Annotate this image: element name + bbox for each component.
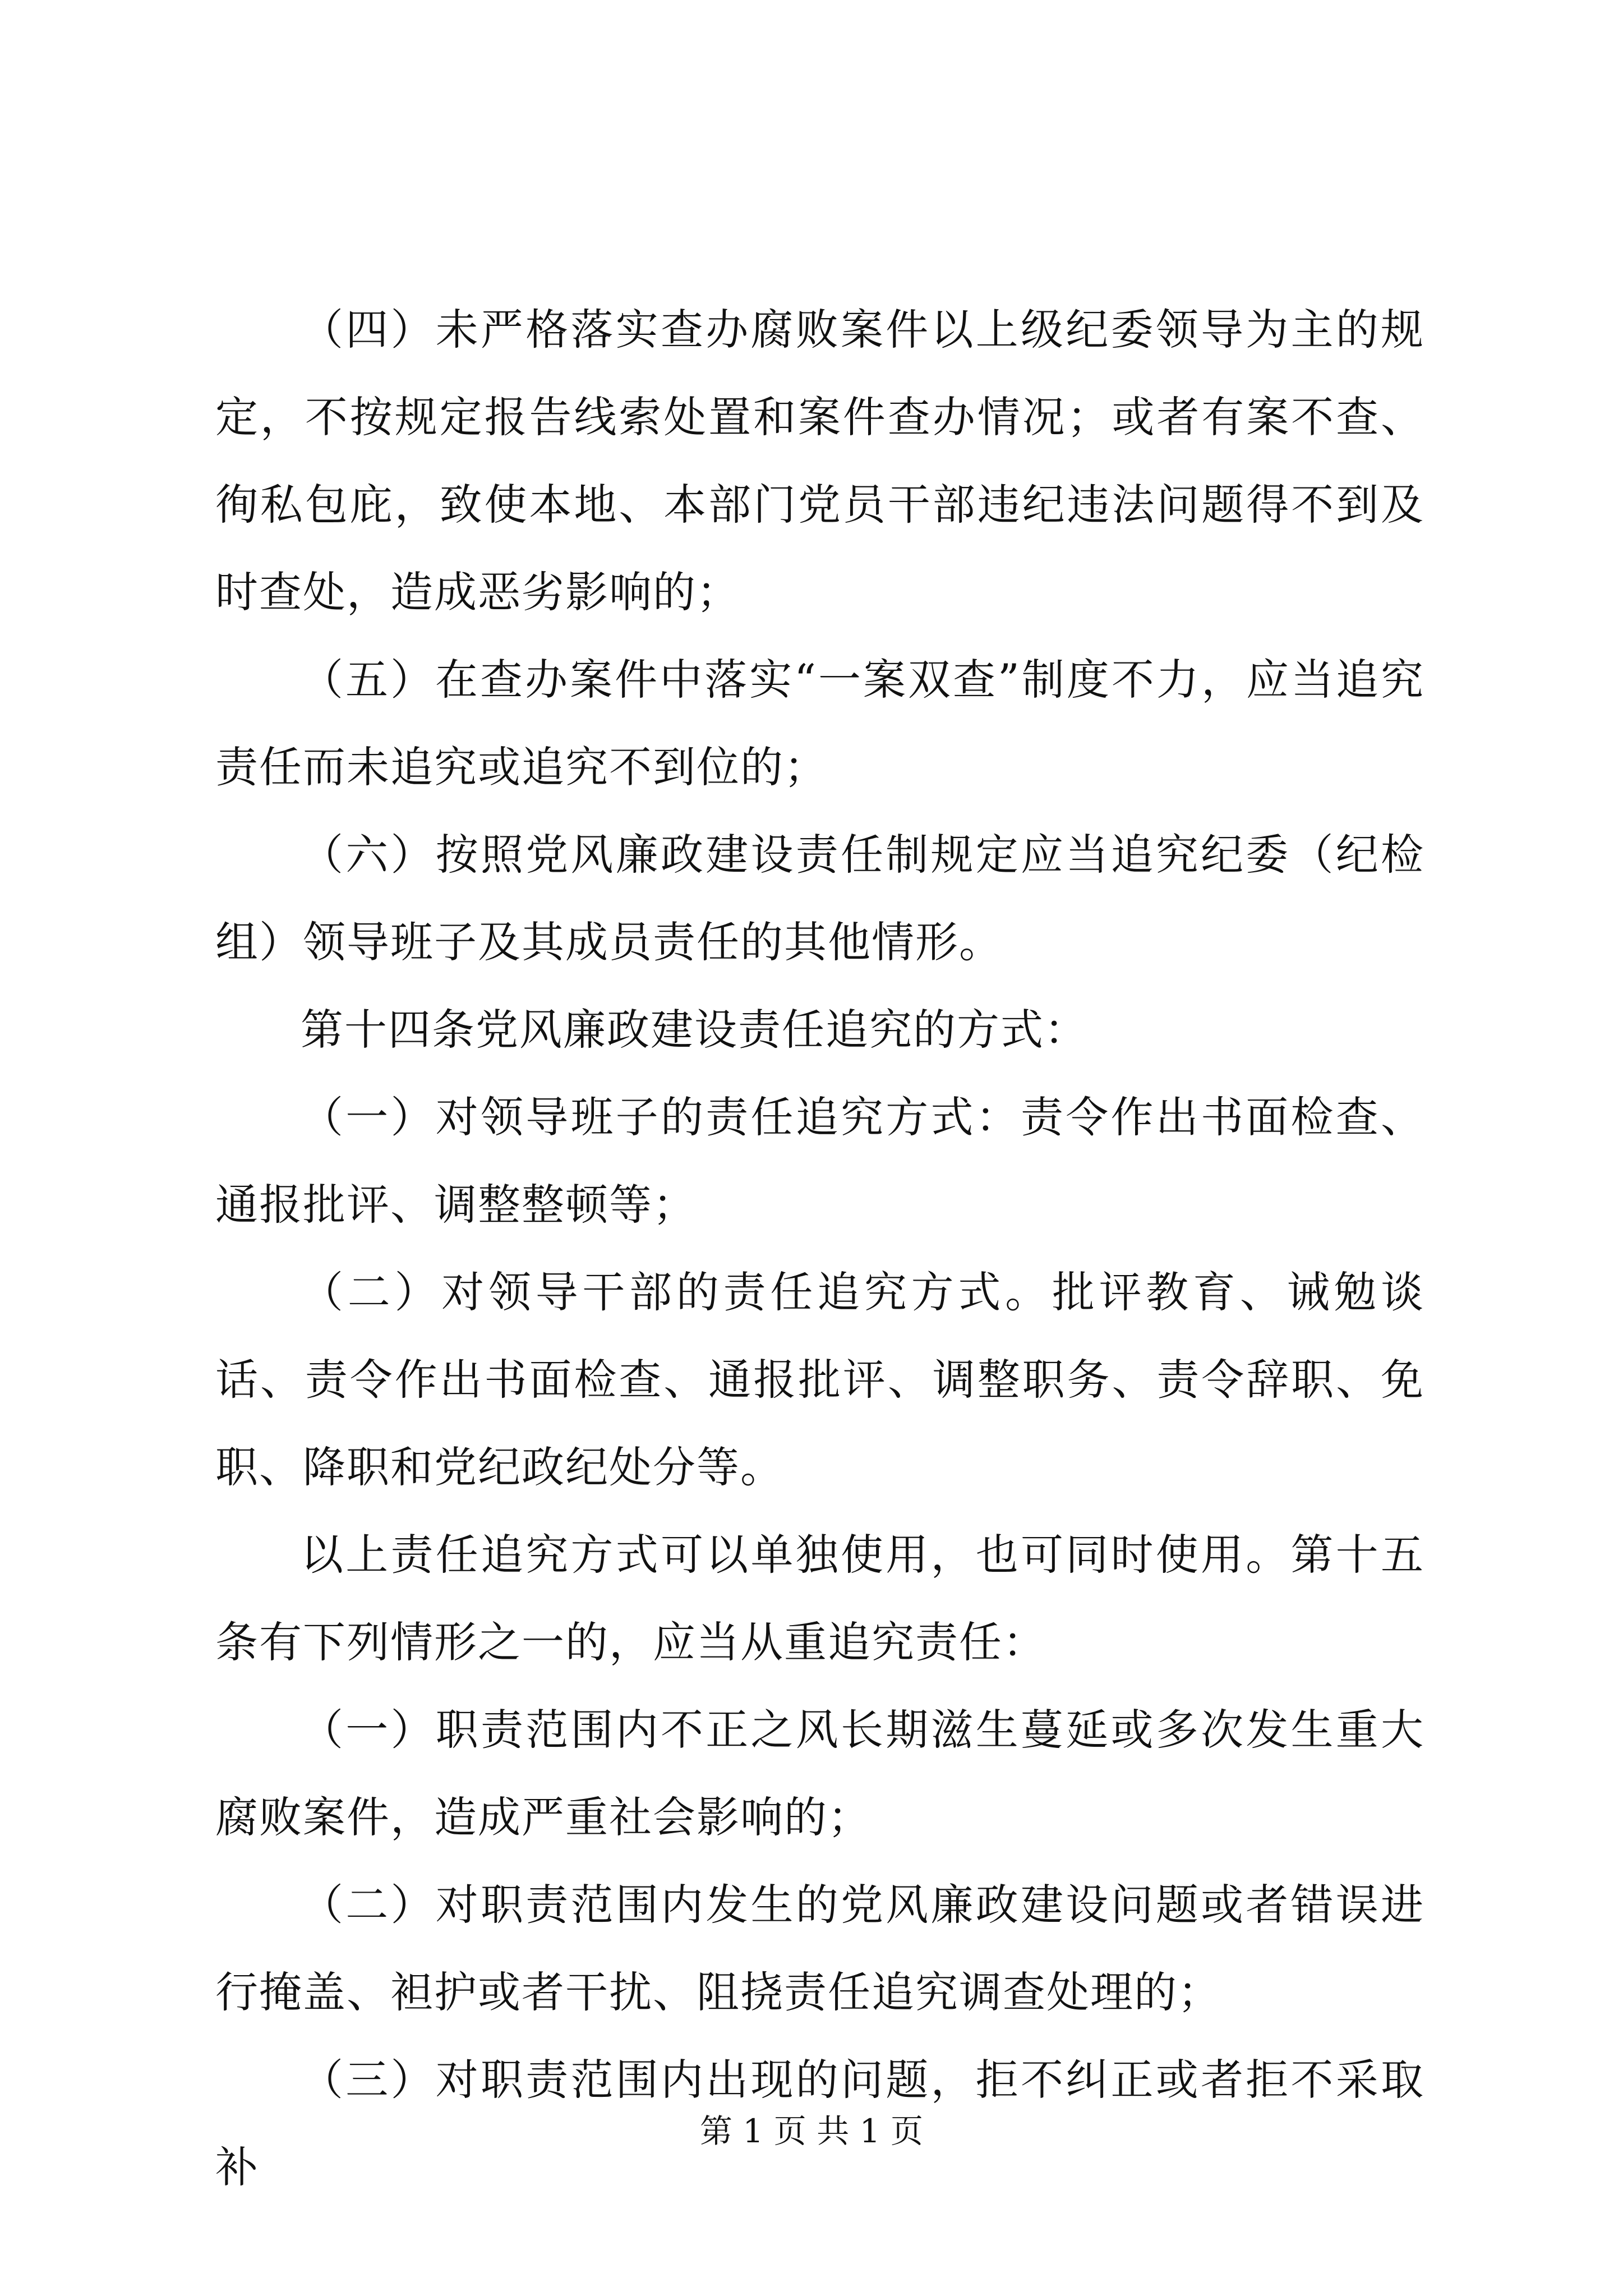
paragraph-item-2-leading-cadres: （二）对领导干部的责任追究方式。批评教育、诫勉谈话、责令作出书面检查、通报批评、调整职务、责令辞职、免职、降职和党纪政纪处分等。 <box>215 1267 1424 1492</box>
paragraph-aggravating-3: （三）对职责范围内出现的问题，拒不纠正或者拒不采取补 <box>215 2055 1424 2192</box>
paragraph-item-1-leadership-team: （一）对领导班子的责任追究方式：责令作出书面检查、通报批评、调整整顿等； <box>215 1092 1424 1230</box>
paragraph-item-5: （五）在查办案件中落实“一案双查”制度不力，应当追究责任而未追究或追究不到位的； <box>215 655 1424 792</box>
article-15-paragraph: 以上责任追究方式可以单独使用，也可同时使用。第十五条有下列情形之一的，应当从重追究责任： <box>215 1530 1424 1667</box>
paragraph-aggravating-1: （一）职责范围内不正之风长期滋生蔓延或多次发生重大腐败案件，造成严重社会影响的； <box>215 1705 1424 1842</box>
page-footer: 第 1 页 共 1 页 <box>700 2112 923 2150</box>
paragraph-item-4: （四）未严格落实查办腐败案件以上级纪委领导为主的规定，不按规定报告线索处置和案件查办情况；或者有案不查、徇私包庇，致使本地、本部门党员干部违纪违法问题得不到及时查处，造成恶劣影响的； <box>215 305 1424 617</box>
document-body <box>215 286 1424 2211</box>
article-14-heading: 第十四条党风廉政建设责任追究的方式： <box>301 1005 1088 1055</box>
paragraph-aggravating-2: （二）对职责范围内发生的党风廉政建设问题或者错误进行掩盖、袒护或者干扰、阻挠责任追究调查处理的； <box>215 1880 1424 2017</box>
paragraph-item-6: （六）按照党风廉政建设责任制规定应当追究纪委（纪检组）领导班子及其成员责任的其他情形。 <box>215 830 1424 967</box>
